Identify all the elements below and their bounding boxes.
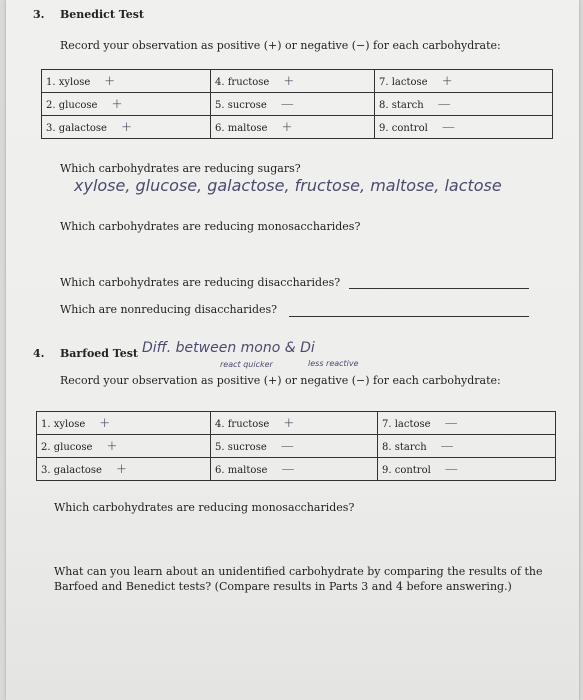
handwritten-answer-reducing-sugars: xylose, glucose, galactose, fructose, maltose, lactose	[74, 176, 502, 195]
result-mark: +	[283, 73, 295, 89]
result-mark: —	[281, 461, 295, 477]
result-cell	[375, 93, 553, 116]
section-3-instruction: Record your observation as positive (+) or negative (−) for each carbohydrate:	[60, 39, 501, 52]
carbohydrate-label: 1. xylose	[41, 418, 86, 430]
result-cell	[42, 70, 211, 93]
carbohydrate-label: 2. glucose	[41, 441, 93, 453]
result-mark: —	[444, 461, 458, 477]
carbohydrate-label: 1. xylose	[46, 76, 91, 88]
result-cell	[211, 116, 375, 139]
result-cell	[375, 116, 553, 139]
carbohydrate-label: 4. fructose	[215, 76, 270, 88]
result-mark: —	[280, 438, 294, 454]
section-4-number: 4.	[33, 347, 45, 360]
result-cell	[211, 412, 378, 435]
carbohydrate-label: 3. galactose	[46, 122, 107, 134]
result-cell	[378, 435, 556, 458]
carbohydrate-label: 5. sucrose	[215, 441, 267, 453]
question-barfoed-monosaccharides: Which carbohydrates are reducing monosaccharides?	[54, 501, 355, 514]
carbohydrate-label: 6. maltose	[215, 464, 268, 476]
result-cell	[211, 458, 378, 481]
result-cell	[378, 412, 556, 435]
question-compare-line-1: What can you learn about an unidentified carbohydrate by comparing the results of the	[54, 565, 543, 578]
section-4-instruction: Record your observation as positive (+) or negative (−) for each carbohydrate:	[60, 374, 501, 387]
answer-line-reducing-disaccharides	[349, 288, 529, 289]
handwritten-note-react-quicker: react quicker	[220, 360, 273, 369]
carbohydrate-label: 2. glucose	[46, 99, 98, 111]
carbohydrate-label: 6. maltose	[215, 122, 268, 134]
carbohydrate-label: 9. control	[379, 122, 428, 134]
result-mark: —	[280, 96, 294, 112]
result-mark: +	[120, 119, 132, 135]
question-reducing-monosaccharides: Which carbohydrates are reducing monosaccharides?	[60, 220, 361, 233]
result-mark: —	[437, 96, 451, 112]
result-cell	[211, 70, 375, 93]
table-row	[42, 70, 553, 93]
benedict-results-table	[41, 69, 553, 139]
section-4-title: Barfoed Test	[60, 347, 139, 360]
answer-line-nonreducing-disaccharides	[289, 316, 529, 317]
result-mark: +	[283, 415, 295, 431]
result-mark: +	[99, 415, 111, 431]
result-cell	[42, 93, 211, 116]
table-row	[42, 93, 553, 116]
result-mark: —	[440, 438, 454, 454]
result-cell	[37, 458, 211, 481]
result-mark: +	[441, 73, 453, 89]
question-reducing-disaccharides: Which carbohydrates are reducing disaccharides?	[60, 276, 341, 289]
carbohydrate-label: 7. lactose	[379, 76, 428, 88]
result-cell	[42, 116, 211, 139]
carbohydrate-label: 8. starch	[379, 99, 424, 111]
result-cell	[37, 412, 211, 435]
table-row	[37, 435, 556, 458]
result-mark: +	[281, 119, 293, 135]
section-3-title: Benedict Test	[60, 8, 144, 21]
handwritten-note-difference: Diff. between mono & Di	[142, 340, 315, 356]
result-mark: +	[115, 461, 127, 477]
question-reducing-sugars: Which carbohydrates are reducing sugars?	[60, 162, 301, 175]
carbohydrate-label: 3. galactose	[41, 464, 102, 476]
table-row	[42, 116, 553, 139]
handwritten-note-less-reactive: less reactive	[308, 359, 359, 368]
question-compare-line-2: Barfoed and Benedict tests? (Compare results in Parts 3 and 4 before answering.)	[54, 580, 512, 593]
result-cell	[211, 435, 378, 458]
carbohydrate-label: 4. fructose	[215, 418, 270, 430]
worksheet-page	[6, 0, 579, 700]
result-mark: +	[104, 73, 116, 89]
result-cell	[37, 435, 211, 458]
result-mark: —	[441, 119, 455, 135]
carbohydrate-label: 7. lactose	[382, 418, 431, 430]
carbohydrate-label: 5. sucrose	[215, 99, 267, 111]
result-mark: +	[106, 438, 118, 454]
result-mark: —	[444, 415, 458, 431]
section-3-number: 3.	[33, 8, 45, 21]
carbohydrate-label: 9. control	[382, 464, 431, 476]
result-cell	[375, 70, 553, 93]
question-nonreducing-disaccharides: Which are nonreducing disaccharides?	[60, 303, 278, 316]
table-row	[37, 412, 556, 435]
result-cell	[211, 93, 375, 116]
result-mark: +	[111, 96, 123, 112]
barfoed-results-table	[36, 411, 556, 481]
carbohydrate-label: 8. starch	[382, 441, 427, 453]
result-cell	[378, 458, 556, 481]
table-row	[37, 458, 556, 481]
